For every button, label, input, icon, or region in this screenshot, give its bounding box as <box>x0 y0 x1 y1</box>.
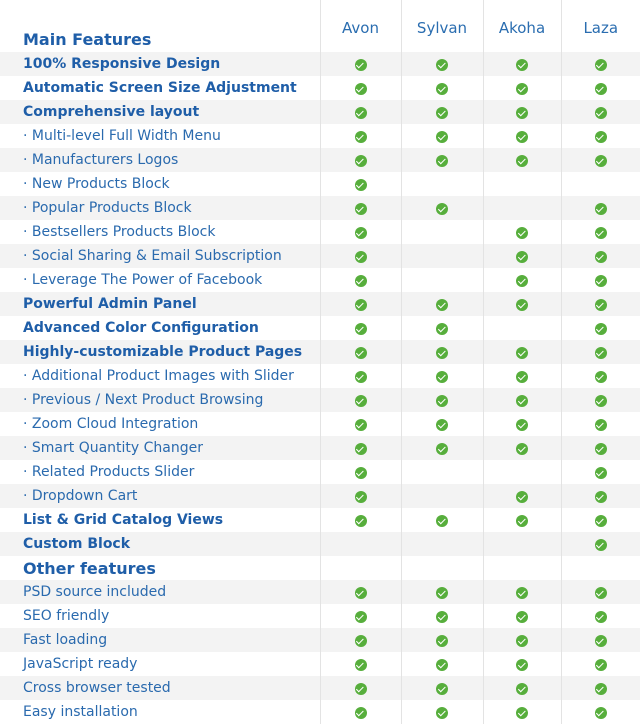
cell-sylvan <box>401 484 483 508</box>
feature-row <box>0 172 640 196</box>
cell-sylvan <box>401 604 483 628</box>
cell-sylvan <box>401 124 483 148</box>
feature-label: · Manufacturers Logos <box>0 148 320 172</box>
check-circle-icon <box>595 59 607 71</box>
check-circle-icon <box>355 155 367 167</box>
section-heading-row <box>0 556 640 580</box>
cell-laza <box>561 220 640 244</box>
feature-row <box>0 580 640 604</box>
check-circle-icon <box>595 491 607 503</box>
check-circle-icon <box>436 131 448 143</box>
check-circle-icon <box>355 323 367 335</box>
feature-row <box>0 508 640 532</box>
feature-label: Cross browser tested <box>0 676 320 700</box>
feature-row <box>0 412 640 436</box>
cell-laza <box>561 436 640 460</box>
feature-label: List & Grid Catalog Views <box>23 512 224 528</box>
check-circle-icon <box>516 299 528 311</box>
cell-avon <box>320 244 401 268</box>
check-circle-icon <box>516 131 528 143</box>
check-circle-icon <box>355 59 367 71</box>
check-circle-icon <box>516 83 528 95</box>
cell-avon <box>320 52 401 76</box>
cell-avon <box>320 316 401 340</box>
product-header-sylvan: Sylvan <box>401 0 483 52</box>
cell-sylvan <box>401 436 483 460</box>
feature-row <box>0 388 640 412</box>
check-circle-icon <box>595 131 607 143</box>
feature-label: Advanced Color Configuration <box>23 320 259 336</box>
cell-laza <box>561 580 640 604</box>
cell-laza <box>561 700 640 724</box>
check-circle-icon <box>355 467 367 479</box>
feature-label: · Social Sharing & Email Subscription <box>0 244 320 268</box>
check-circle-icon <box>436 683 448 695</box>
cell-akoha <box>483 484 561 508</box>
cell-sylvan <box>401 532 483 556</box>
cell-sylvan <box>401 628 483 652</box>
check-circle-icon <box>595 419 607 431</box>
cell-sylvan <box>401 268 483 292</box>
cell-sylvan <box>401 412 483 436</box>
feature-row <box>0 340 640 364</box>
cell-avon <box>320 580 401 604</box>
feature-row <box>0 196 640 220</box>
cell-akoha <box>483 244 561 268</box>
feature-label: · Bestsellers Products Block <box>23 224 216 240</box>
cell-avon <box>320 700 401 724</box>
cell-avon <box>320 220 401 244</box>
check-circle-icon <box>595 683 607 695</box>
check-circle-icon <box>516 659 528 671</box>
check-circle-icon <box>516 395 528 407</box>
product-header-akoha: Akoha <box>483 0 561 52</box>
cell-avon <box>320 388 401 412</box>
feature-label: SEO friendly <box>23 608 110 624</box>
cell-avon <box>320 508 401 532</box>
cell-akoha <box>483 268 561 292</box>
cell-sylvan <box>401 100 483 124</box>
cell-laza <box>561 676 640 700</box>
feature-label: Fast loading <box>0 628 320 652</box>
check-circle-icon <box>595 707 607 719</box>
feature-row <box>0 628 640 652</box>
cell-laza <box>561 52 640 76</box>
check-circle-icon <box>355 179 367 191</box>
cell-laza <box>561 484 640 508</box>
check-circle-icon <box>436 515 448 527</box>
cell-avon <box>320 268 401 292</box>
check-circle-icon <box>436 299 448 311</box>
cell-laza <box>561 196 640 220</box>
cell-sylvan <box>401 388 483 412</box>
check-circle-icon <box>516 491 528 503</box>
feature-label: · New Products Block <box>23 176 170 192</box>
cell-akoha <box>483 556 561 580</box>
cell-laza <box>561 148 640 172</box>
cell-avon <box>320 484 401 508</box>
feature-label: · Leverage The Power of Facebook <box>23 272 263 288</box>
feature-label: Easy installation <box>23 704 138 720</box>
cell-akoha <box>483 412 561 436</box>
cell-laza <box>561 340 640 364</box>
feature-label: · Dropdown Cart <box>0 484 320 508</box>
cell-akoha <box>483 460 561 484</box>
cell-akoha <box>483 628 561 652</box>
check-circle-icon <box>516 347 528 359</box>
cell-avon <box>320 364 401 388</box>
check-circle-icon <box>355 107 367 119</box>
check-circle-icon <box>355 635 367 647</box>
check-circle-icon <box>355 515 367 527</box>
cell-avon <box>320 124 401 148</box>
feature-row <box>0 316 640 340</box>
check-circle-icon <box>436 587 448 599</box>
cell-avon <box>320 532 401 556</box>
feature-row <box>0 676 640 700</box>
check-circle-icon <box>595 251 607 263</box>
feature-row <box>0 364 640 388</box>
cell-avon <box>320 436 401 460</box>
cell-avon <box>320 292 401 316</box>
check-circle-icon <box>436 323 448 335</box>
cell-avon <box>320 676 401 700</box>
cell-akoha <box>483 220 561 244</box>
cell-laza <box>561 172 640 196</box>
feature-row <box>0 532 640 556</box>
check-circle-icon <box>595 443 607 455</box>
cell-laza <box>561 388 640 412</box>
cell-avon <box>320 340 401 364</box>
check-circle-icon <box>595 299 607 311</box>
cell-laza <box>561 460 640 484</box>
cell-akoha <box>483 124 561 148</box>
check-circle-icon <box>355 587 367 599</box>
feature-row <box>0 700 640 724</box>
check-circle-icon <box>355 443 367 455</box>
feature-row <box>0 292 640 316</box>
feature-row <box>0 148 640 172</box>
cell-sylvan <box>401 580 483 604</box>
check-circle-icon <box>355 659 367 671</box>
feature-label: PSD source included <box>0 580 320 604</box>
feature-label: 100% Responsive Design <box>0 52 320 76</box>
cell-akoha <box>483 340 561 364</box>
check-circle-icon <box>516 227 528 239</box>
check-circle-icon <box>516 707 528 719</box>
cell-sylvan <box>401 508 483 532</box>
check-circle-icon <box>516 371 528 383</box>
feature-label: Comprehensive layout <box>0 100 320 124</box>
check-circle-icon <box>595 635 607 647</box>
cell-akoha <box>483 580 561 604</box>
check-circle-icon <box>516 155 528 167</box>
check-circle-icon <box>516 251 528 263</box>
check-circle-icon <box>436 395 448 407</box>
check-circle-icon <box>355 419 367 431</box>
feature-row <box>0 220 640 244</box>
feature-label: · Zoom Cloud Integration <box>23 416 199 432</box>
cell-avon <box>320 604 401 628</box>
check-circle-icon <box>355 275 367 287</box>
feature-row <box>0 52 640 76</box>
check-circle-icon <box>516 587 528 599</box>
check-circle-icon <box>355 707 367 719</box>
cell-akoha <box>483 700 561 724</box>
cell-akoha <box>483 196 561 220</box>
cell-laza <box>561 292 640 316</box>
cell-sylvan <box>401 556 483 580</box>
check-circle-icon <box>595 587 607 599</box>
check-circle-icon <box>436 371 448 383</box>
cell-akoha <box>483 316 561 340</box>
cell-avon <box>320 196 401 220</box>
check-circle-icon <box>436 443 448 455</box>
feature-label: Powerful Admin Panel <box>0 292 320 316</box>
cell-akoha <box>483 532 561 556</box>
feature-label: · Previous / Next Product Browsing <box>0 388 320 412</box>
cell-sylvan <box>401 460 483 484</box>
feature-row <box>0 124 640 148</box>
check-circle-icon <box>595 371 607 383</box>
check-circle-icon <box>436 347 448 359</box>
check-circle-icon <box>595 467 607 479</box>
cell-avon <box>320 100 401 124</box>
feature-row <box>0 604 640 628</box>
check-circle-icon <box>436 83 448 95</box>
check-circle-icon <box>516 611 528 623</box>
check-circle-icon <box>355 251 367 263</box>
cell-laza <box>561 76 640 100</box>
cell-akoha <box>483 676 561 700</box>
cell-akoha <box>483 436 561 460</box>
check-circle-icon <box>516 443 528 455</box>
check-circle-icon <box>595 107 607 119</box>
feature-label: Automatic Screen Size Adjustment <box>23 80 297 96</box>
check-circle-icon <box>355 683 367 695</box>
cell-laza <box>561 316 640 340</box>
check-circle-icon <box>595 395 607 407</box>
feature-row <box>0 652 640 676</box>
check-circle-icon <box>436 107 448 119</box>
cell-sylvan <box>401 148 483 172</box>
cell-sylvan <box>401 316 483 340</box>
check-circle-icon <box>595 275 607 287</box>
cell-sylvan <box>401 652 483 676</box>
check-circle-icon <box>516 59 528 71</box>
cell-sylvan <box>401 292 483 316</box>
check-circle-icon <box>355 611 367 623</box>
check-circle-icon <box>436 659 448 671</box>
check-circle-icon <box>516 683 528 695</box>
check-circle-icon <box>355 395 367 407</box>
cell-akoha <box>483 100 561 124</box>
feature-row <box>0 244 640 268</box>
cell-sylvan <box>401 340 483 364</box>
feature-label: · Smart Quantity Changer <box>0 436 320 460</box>
check-circle-icon <box>436 155 448 167</box>
cell-akoha <box>483 52 561 76</box>
cell-akoha <box>483 292 561 316</box>
cell-avon <box>320 76 401 100</box>
cell-akoha <box>483 148 561 172</box>
product-header-laza: Laza <box>561 0 640 52</box>
check-circle-icon <box>436 707 448 719</box>
cell-sylvan <box>401 700 483 724</box>
check-circle-icon <box>516 275 528 287</box>
cell-akoha <box>483 172 561 196</box>
cell-sylvan <box>401 676 483 700</box>
check-circle-icon <box>595 155 607 167</box>
cell-sylvan <box>401 220 483 244</box>
feature-row <box>0 484 640 508</box>
cell-laza <box>561 556 640 580</box>
check-circle-icon <box>355 299 367 311</box>
check-circle-icon <box>516 635 528 647</box>
cell-avon <box>320 460 401 484</box>
feature-row <box>0 460 640 484</box>
check-circle-icon <box>355 491 367 503</box>
check-circle-icon <box>595 203 607 215</box>
feature-label: · Popular Products Block <box>0 196 320 220</box>
cell-avon <box>320 652 401 676</box>
cell-sylvan <box>401 244 483 268</box>
cell-avon <box>320 628 401 652</box>
check-circle-icon <box>516 515 528 527</box>
feature-label: · Additional Product Images with Slider <box>23 368 294 384</box>
check-circle-icon <box>436 59 448 71</box>
cell-akoha <box>483 388 561 412</box>
cell-avon <box>320 412 401 436</box>
feature-label: · Multi-level Full Width Menu <box>23 128 221 144</box>
feature-row <box>0 268 640 292</box>
check-circle-icon <box>436 635 448 647</box>
feature-label: JavaScript ready <box>23 656 138 672</box>
feature-row <box>0 76 640 100</box>
cell-akoha <box>483 604 561 628</box>
cell-laza <box>561 628 640 652</box>
cell-laza <box>561 268 640 292</box>
check-circle-icon <box>355 371 367 383</box>
cell-laza <box>561 244 640 268</box>
cell-laza <box>561 508 640 532</box>
cell-sylvan <box>401 76 483 100</box>
cell-avon <box>320 556 401 580</box>
check-circle-icon <box>595 83 607 95</box>
feature-row <box>0 100 640 124</box>
cell-laza <box>561 604 640 628</box>
check-circle-icon <box>436 203 448 215</box>
section-title: Other features <box>23 558 156 578</box>
header-row <box>0 0 640 52</box>
check-circle-icon <box>595 515 607 527</box>
check-circle-icon <box>436 419 448 431</box>
cell-akoha <box>483 652 561 676</box>
cell-laza <box>561 124 640 148</box>
cell-sylvan <box>401 196 483 220</box>
cell-avon <box>320 148 401 172</box>
cell-akoha <box>483 364 561 388</box>
check-circle-icon <box>595 323 607 335</box>
main-features-title: Main Features <box>23 30 152 49</box>
check-circle-icon <box>595 347 607 359</box>
check-circle-icon <box>595 227 607 239</box>
product-header-avon: Avon <box>320 0 401 52</box>
cell-laza <box>561 364 640 388</box>
cell-laza <box>561 652 640 676</box>
cell-laza <box>561 532 640 556</box>
cell-sylvan <box>401 172 483 196</box>
cell-akoha <box>483 76 561 100</box>
cell-sylvan <box>401 364 483 388</box>
check-circle-icon <box>355 227 367 239</box>
check-circle-icon <box>355 131 367 143</box>
check-circle-icon <box>516 419 528 431</box>
check-circle-icon <box>355 203 367 215</box>
check-circle-icon <box>355 347 367 359</box>
check-circle-icon <box>595 539 607 551</box>
feature-label: Custom Block <box>0 532 320 556</box>
check-circle-icon <box>436 611 448 623</box>
cell-sylvan <box>401 52 483 76</box>
cell-avon <box>320 172 401 196</box>
check-circle-icon <box>516 107 528 119</box>
cell-laza <box>561 412 640 436</box>
feature-row <box>0 436 640 460</box>
cell-akoha <box>483 508 561 532</box>
check-circle-icon <box>355 83 367 95</box>
feature-label: · Related Products Slider <box>23 464 195 480</box>
cell-laza <box>561 100 640 124</box>
check-circle-icon <box>595 611 607 623</box>
feature-label: Highly-customizable Product Pages <box>0 340 320 364</box>
check-circle-icon <box>595 659 607 671</box>
